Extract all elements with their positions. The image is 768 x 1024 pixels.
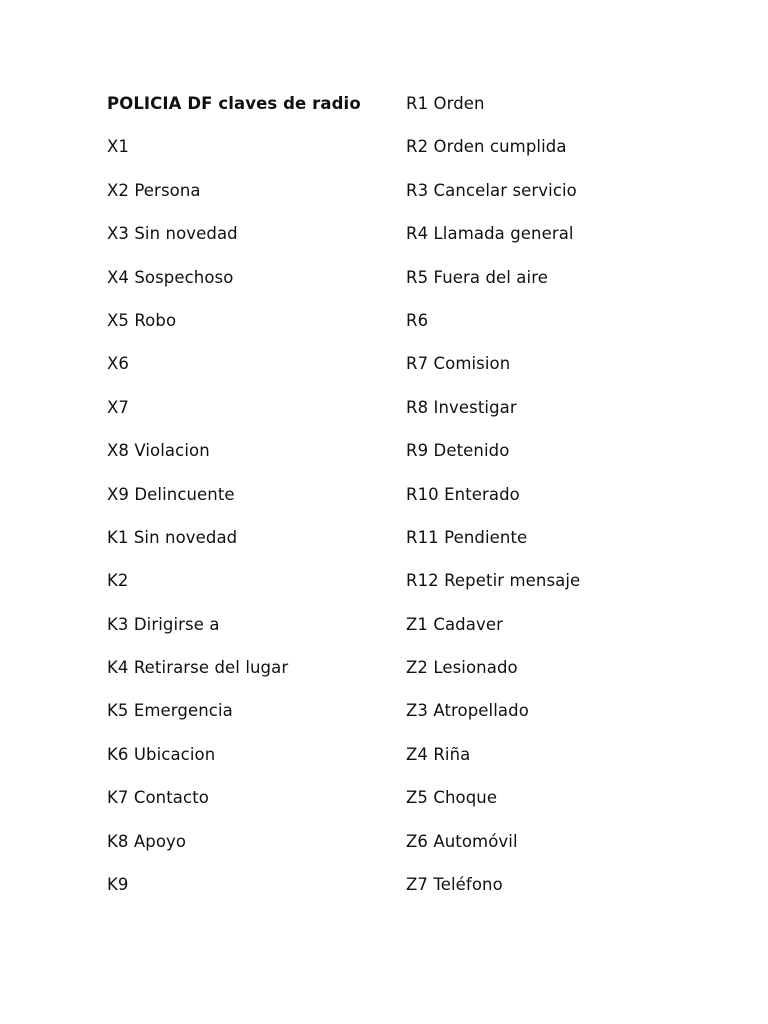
code-z2: Z2 Lesionado bbox=[406, 658, 518, 678]
code-r12: R12 Repetir mensaje bbox=[406, 571, 581, 591]
code-z5: Z5 Choque bbox=[406, 788, 498, 808]
code-x9: X9 Delincuente bbox=[107, 484, 235, 504]
code-x2: X2 Persona bbox=[107, 180, 201, 200]
code-r11: R11 Pendiente bbox=[406, 527, 528, 547]
code-r8: R8 Investigar bbox=[406, 397, 517, 417]
code-k5: K5 Emergencia bbox=[107, 701, 233, 721]
code-k6: K6 Ubicacion bbox=[107, 744, 216, 764]
code-x6: X6 bbox=[107, 354, 130, 374]
code-r6: R6 bbox=[406, 310, 429, 330]
code-x5: X5 Robo bbox=[107, 310, 177, 330]
code-r5: R5 Fuera del aire bbox=[406, 267, 548, 287]
code-z4: Z4 Riña bbox=[406, 744, 471, 764]
code-r4: R4 Llamada general bbox=[406, 224, 574, 244]
code-r10: R10 Enterado bbox=[406, 484, 520, 504]
code-k1: K1 Sin novedad bbox=[107, 527, 238, 547]
document-title: POLICIA DF claves de radio bbox=[107, 94, 361, 113]
code-k8: K8 Apoyo bbox=[107, 831, 187, 851]
code-x3: X3 Sin novedad bbox=[107, 224, 238, 244]
code-r2: R2 Orden cumplida bbox=[406, 137, 567, 157]
code-k7: K7 Contacto bbox=[107, 788, 209, 808]
code-k2: K2 bbox=[107, 571, 129, 591]
code-x1: X1 bbox=[107, 137, 130, 157]
code-x4: X4 Sospechoso bbox=[107, 267, 234, 287]
code-x7: X7 bbox=[107, 397, 130, 417]
code-r1: R1 Orden bbox=[406, 94, 485, 113]
code-r9: R9 Detenido bbox=[406, 441, 510, 461]
code-k4: K4 Retirarse del lugar bbox=[107, 658, 289, 678]
code-x8: X8 Violacion bbox=[107, 441, 210, 461]
code-r7: R7 Comision bbox=[406, 354, 511, 374]
code-z7: Z7 Teléfono bbox=[406, 875, 503, 895]
code-r3: R3 Cancelar servicio bbox=[406, 180, 577, 200]
code-z6: Z6 Automóvil bbox=[406, 831, 518, 851]
code-z1: Z1 Cadaver bbox=[406, 614, 503, 634]
code-z3: Z3 Atropellado bbox=[406, 701, 529, 721]
code-k9: K9 bbox=[107, 875, 129, 895]
code-k3: K3 Dirigirse a bbox=[107, 614, 220, 634]
radio-codes-table bbox=[107, 90, 667, 914]
